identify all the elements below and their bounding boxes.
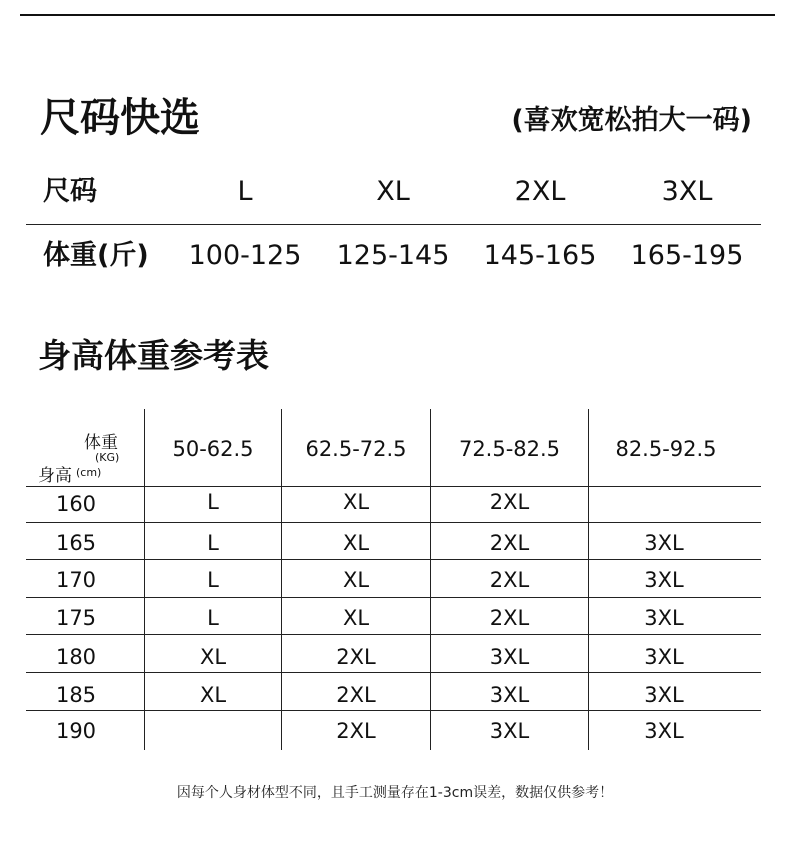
size-cell: 2XL [489, 568, 530, 592]
size-cell: 3XL [644, 568, 684, 592]
size-cell: L [207, 606, 219, 630]
height-cell: 175 [55, 606, 97, 630]
size-cell: 3XL [644, 683, 684, 707]
weight-range-header: 50-62.5 [172, 437, 254, 461]
size-row-label: 尺码 [43, 176, 97, 207]
size-cell: XL [342, 568, 370, 592]
height-cell: 160 [55, 492, 97, 516]
weight-row-label: 体重(斤) [43, 240, 149, 271]
size-cell: XL [342, 531, 370, 555]
size-cell: XL [376, 176, 410, 207]
size-cell: L [207, 568, 219, 592]
quick-select-note: (喜欢宽松拍大一码) [511, 105, 752, 136]
size-cell: 3XL [644, 719, 684, 743]
weight-cell: 165-195 [630, 240, 744, 271]
size-cell: XL [199, 645, 227, 669]
size-cell: 3XL [489, 683, 530, 707]
size-cell: 2XL [489, 490, 530, 514]
grid-hline [26, 710, 761, 711]
size-cell: L [237, 176, 253, 207]
height-cell: 180 [55, 645, 97, 669]
height-cell: 165 [55, 531, 97, 555]
grid-hline [26, 634, 761, 635]
size-cell: 3XL [644, 606, 684, 630]
weight-cell: 125-145 [336, 240, 450, 271]
size-cell: 2XL [489, 531, 530, 555]
weight-cell: 145-165 [483, 240, 597, 271]
size-cell: 3XL [644, 645, 684, 669]
grid-hline [26, 522, 761, 523]
weight-cell: 100-125 [188, 240, 302, 271]
weight-range-header: 72.5-82.5 [458, 437, 561, 461]
size-cell: 2XL [336, 719, 376, 743]
quick-size-row [0, 162, 790, 222]
grid-hline [26, 486, 761, 487]
size-cell: 3XL [644, 531, 684, 555]
grid-hline [26, 672, 761, 673]
corner-weight-unit: (KG) [95, 451, 120, 464]
size-cell: XL [199, 683, 227, 707]
weight-range-header: 62.5-72.5 [305, 437, 407, 461]
size-cell: 3XL [661, 176, 713, 207]
corner-weight-label: 体重 [84, 433, 118, 453]
size-cell: 2XL [336, 683, 376, 707]
size-cell: 2XL [336, 645, 376, 669]
size-cell: L [207, 531, 219, 555]
corner-height-label: 身高 [38, 466, 72, 486]
size-cell: 3XL [489, 645, 530, 669]
quick-select-title: 尺码快选 [40, 95, 200, 141]
quick-weight-row [0, 226, 790, 286]
grid-hline [26, 597, 761, 598]
size-cell: 2XL [514, 176, 566, 207]
reference-title: 身高体重参考表 [38, 336, 269, 375]
height-cell: 170 [55, 568, 97, 592]
grid-hline [26, 559, 761, 560]
height-cell: 185 [55, 683, 97, 707]
size-cell: 3XL [489, 719, 530, 743]
size-cell: L [207, 490, 219, 514]
size-cell: 2XL [489, 606, 530, 630]
size-cell: XL [342, 490, 370, 514]
height-cell: 190 [55, 719, 97, 743]
footnote: 因每个人身材体型不同，且手工测量存在1-3cm误差，数据仅供参考！ [176, 785, 614, 801]
top-divider [20, 14, 775, 16]
quick-table-divider [26, 224, 761, 225]
size-cell: XL [342, 606, 370, 630]
corner-height-unit: (cm) [76, 466, 102, 479]
weight-range-header: 82.5-92.5 [615, 437, 717, 461]
